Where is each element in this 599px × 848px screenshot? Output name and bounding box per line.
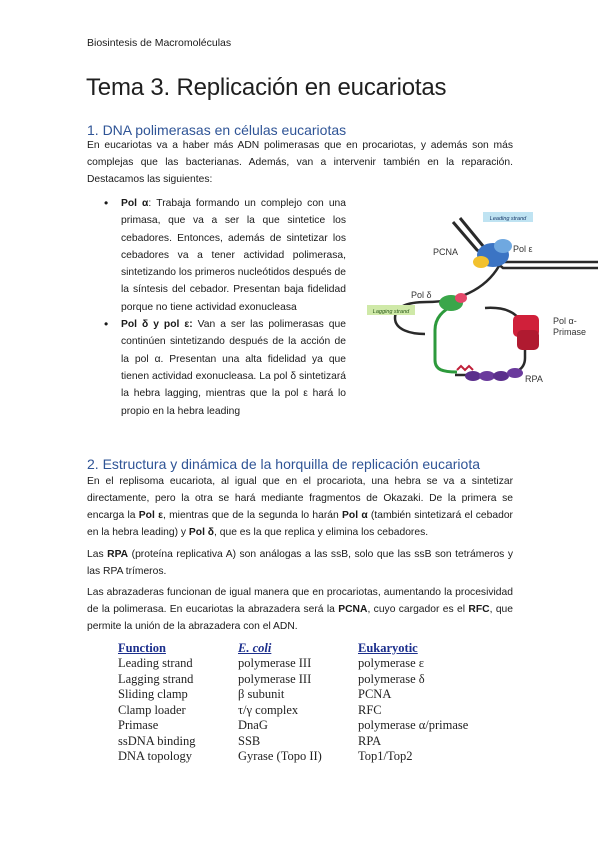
text-run: , mientras que de la segunda lo harán: [162, 510, 343, 521]
bold-term: Pol α: [342, 510, 368, 521]
table-cell: RFC: [358, 702, 382, 717]
section-1-intro: En eucariotas va a haber más ADN polimerasas que en procariotas, y además son más complejas que las bacterianas. Además, van a intervenir también en la reparación. Destacamos las siguientes:: [87, 140, 513, 185]
column-header-function: Function: [118, 640, 166, 655]
text-run: En el replisoma eucariota, al igual que en el procariota, una hebra se va a sintetizar directamente, pero la otra se hará mediante fragmentos de Okazaki. De la primera se encarga la: [87, 476, 513, 521]
table-header-row: [118, 640, 468, 656]
table-cell: DNA topology: [118, 749, 192, 764]
list-item: [104, 316, 346, 420]
section-2-paragraph-3: [87, 584, 513, 635]
bold-term: Pol ε: [138, 510, 163, 521]
section-2-paragraph-2: [87, 546, 513, 580]
table-cell: β subunit: [238, 687, 285, 702]
pol-delta: [439, 293, 467, 311]
table-cell: polymerase ε: [358, 656, 424, 671]
list-item: [104, 195, 346, 316]
table-row: [118, 734, 468, 750]
table-row: [118, 749, 468, 765]
comparison-table: [118, 640, 468, 765]
list-item-text: : Trabaja formando un complejo con una primasa, que va a ser la que sintetice los cebadores. Entonces, además de sintetizar los cebadores va a tener actividad polimerasa, sintetizando los primeros nucleótidos después de la síntesis del cebador. Presentan baja fidelidad porque no tiene actividad exonucleasa: [121, 198, 347, 313]
section-2-paragraph-1: [87, 473, 513, 541]
text-run: , que es la que replica y elimina los cebadores.: [214, 527, 429, 538]
text-run: , que permite la unión de la abrazadera con el ADN.: [87, 604, 514, 632]
list-item-term: Pol α: [121, 198, 149, 209]
pol-d-label: Pol δ: [411, 290, 432, 300]
table-cell: ssDNA binding: [118, 733, 196, 748]
table-cell: Top1/Top2: [358, 749, 413, 764]
polymerase-list: [104, 195, 346, 420]
table-cell: Lagging strand: [118, 671, 194, 686]
table-cell: SSB: [238, 733, 261, 748]
table-cell: Sliding clamp: [118, 687, 188, 702]
text-run: (proteína replicativa A) son análogas a las ssB, solo que las ssB son tetrámeros y las RPA trímeros.: [87, 549, 513, 577]
document-header: Biosintesis de Macromoléculas: [87, 37, 232, 49]
primase-label: Primase: [553, 327, 587, 337]
column-header-eukaryotic: Eukaryotic: [358, 640, 418, 655]
table-body: [118, 656, 468, 765]
leading-strand: [495, 254, 598, 262]
table-row: [118, 656, 468, 672]
table-cell: Leading strand: [118, 656, 193, 671]
table-cell: Primase: [118, 718, 159, 733]
list-item-text: Van a ser las polimerasas que continúen sintetizando después de la acción de la pol α. Presentan una alta fidelidad ya que tienen actividad exonucleasa. La pol δ sintetizará la hebra lagging, mientras que la pol ε hará lo propio en la hebra leading: [121, 319, 346, 417]
lagging-strand-tag: Lagging strand: [372, 309, 410, 315]
column-header-ecoli: E. coli: [238, 640, 272, 655]
table-cell: polymerase δ: [358, 671, 425, 686]
table-row: [118, 703, 468, 719]
lagging-strand-new: [435, 306, 457, 372]
rpa-beads: [465, 368, 523, 381]
replication-fork-figure: [365, 210, 598, 395]
pol-a-label: Pol α-: [553, 316, 577, 326]
table-cell: polymerase III: [238, 671, 312, 686]
pol-alpha-primase: [513, 315, 539, 350]
leading-strand-tag: Leading strand: [489, 216, 527, 222]
section-2-heading: 2. Estructura y dinámica de la horquilla de replicación eucariota: [87, 456, 480, 472]
table-cell: Gyrase (Topo II): [238, 749, 322, 764]
pol-e-label: Pol ε: [513, 244, 533, 254]
table-row: [118, 718, 468, 734]
table-row: [118, 672, 468, 688]
table-cell: RPA: [358, 733, 382, 748]
table-cell: polymerase III: [238, 656, 312, 671]
table-row: [118, 687, 468, 703]
text-run: (también sintetizará el cebador en la hebra leading) y: [87, 510, 513, 538]
table-cell: polymerase α/primase: [358, 718, 469, 733]
list-item-term: Pol δ y pol ε:: [121, 319, 193, 331]
text-run: , cuyo cargador es el: [367, 604, 469, 615]
text-run: Las: [87, 549, 108, 560]
table-cell: τ/γ complex: [238, 702, 299, 717]
bold-term: RFC: [468, 604, 490, 615]
table-cell: Clamp loader: [118, 702, 186, 717]
bold-term: RPA: [107, 549, 129, 560]
pol-epsilon: [473, 239, 512, 268]
page-title: Tema 3. Replicación en eucariotas: [86, 74, 447, 101]
section-1-heading: 1. DNA polimerasas en células eucariotas: [87, 122, 347, 138]
bold-term: Pol δ: [188, 527, 215, 538]
bold-term: PCNA: [338, 604, 368, 615]
table-cell: PCNA: [358, 687, 392, 702]
pcna-label: PCNA: [433, 247, 459, 257]
rpa-label: RPA: [525, 374, 543, 384]
table-cell: DnaG: [238, 718, 268, 733]
text-run: Las abrazaderas funcionan de igual manera que en procariotas, aumentando la procesividad de la polimerasa. En eucariotas la abrazadera será la: [87, 587, 513, 615]
